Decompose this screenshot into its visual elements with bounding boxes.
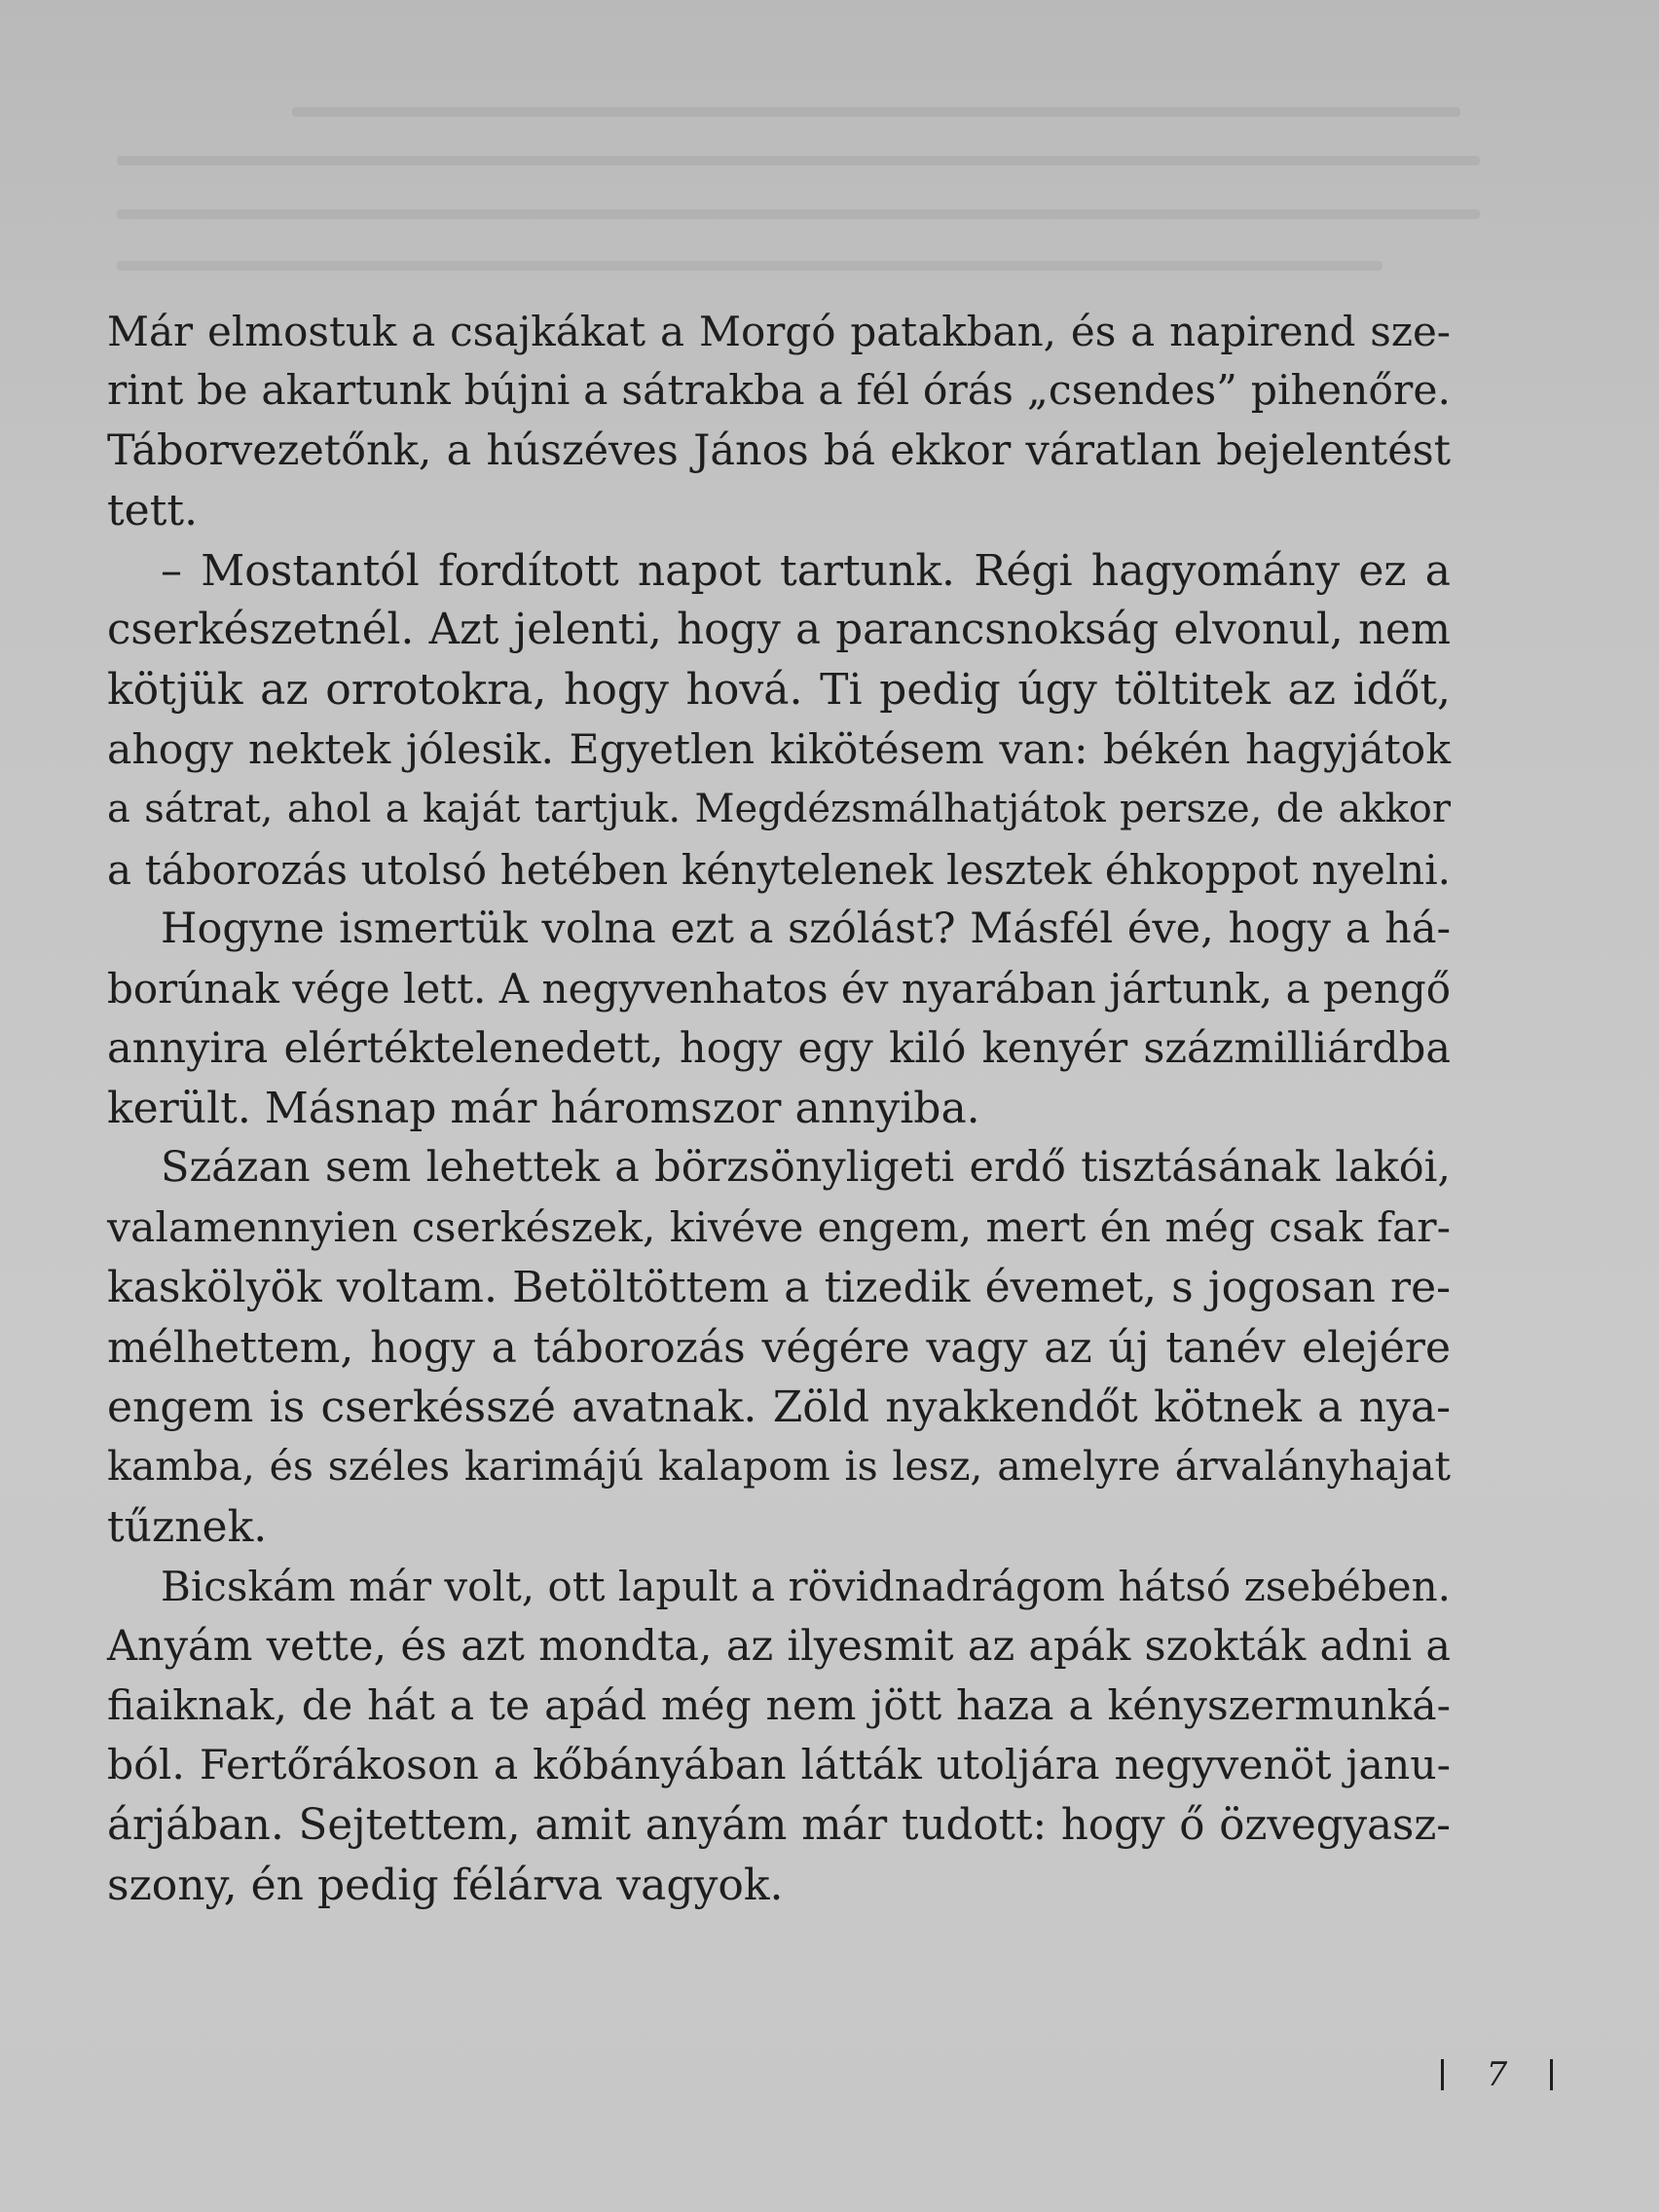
- body-text: [107, 302, 1451, 1916]
- text-line: tett.: [107, 486, 199, 536]
- text-line: mélhettem, hogy a táborozás végére vagy az új tanév elejére: [107, 1322, 1451, 1373]
- text-line: – Mostantól fordított napot tartunk. Régi hagyomány ez a: [161, 545, 1451, 596]
- text-line: kötjük az orrotokra, hogy hová. Ti pedig úgy töltitek az időt,: [107, 665, 1451, 716]
- paragraph-1: [107, 302, 1451, 541]
- text-line: fiaiknak, de hát a te apád még nem jött haza a kényszermunká-: [107, 1681, 1451, 1730]
- text-line: kaskölyök voltam. Betöltöttem a tizedik évemet, s jogosan re-: [107, 1263, 1451, 1313]
- text-line: Hogyne ismertük volna ezt a szólást? Másfél éve, hogy a há-: [161, 903, 1451, 953]
- text-line: a táborozás utolsó hetében kénytelenek lesztek éhkoppot nyelni.: [107, 845, 1451, 894]
- text-line: Bicskám már volt, ott lapult a rövidnadrágom hátsó zsebében.: [161, 1563, 1451, 1611]
- text-line: Százan sem lehettek a börzsönyligeti erdő tisztásának lakói,: [161, 1143, 1451, 1193]
- text-line: Táborvezetőnk, a húszéves János bá ekkor váratlan bejelentést: [107, 425, 1451, 475]
- folio-rule-right: [1550, 2059, 1553, 2090]
- paragraph-3: [107, 900, 1451, 1139]
- text-line: szony, én pedig félárva vagyok.: [107, 1861, 784, 1911]
- text-line: Anyám vette, és azt mondta, az ilyesmit az apák szokták adni a: [107, 1621, 1451, 1671]
- text-line: ahogy nektek jólesik. Egyetlen kikötésem van: békén hagyjátok: [107, 725, 1451, 774]
- text-line: tűznek.: [107, 1501, 268, 1552]
- text-line: kamba, és széles karimájú kalapom is lesz, amelyre árvalányhajat: [107, 1443, 1451, 1491]
- text-line: árjában. Sejtettem, amit anyám már tudott: hogy ő özvegyasz-: [107, 1800, 1451, 1850]
- paragraph-2: [107, 541, 1451, 900]
- text-line: valamennyien cserkészek, kivéve engem, mert én még csak far-: [107, 1203, 1451, 1252]
- text-line: annyira elértéktelenedett, hogy egy kiló kenyér százmilliárdba: [107, 1023, 1451, 1073]
- text-line: cserkészetnél. Azt jelenti, hogy a parancsnokság elvonul, nem: [107, 605, 1451, 654]
- text-line: rint be akartunk bújni a sátrakba a fél órás „csendes” pihenőre.: [107, 367, 1451, 416]
- page-folio: [1441, 2052, 1553, 2097]
- paragraph-5: [107, 1557, 1451, 1915]
- text-line: került. Másnap már háromszor annyiba.: [107, 1084, 980, 1134]
- text-line: a sátrat, ahol a kaját tartjuk. Megdézsmálhatjátok persze, de akkor: [107, 787, 1451, 832]
- bleed-through-shadow: [0, 0, 1659, 292]
- text-line: ból. Fertőrákoson a kőbányában látták utoljára negyvenöt janu-: [107, 1742, 1451, 1790]
- text-line: Már elmostuk a csajkákat a Morgó patakban, és a napirend sze-: [107, 308, 1451, 355]
- page-number: 7: [1486, 2055, 1508, 2094]
- text-line: engem is cserkésszé avatnak. Zöld nyakkendőt kötnek a nya-: [107, 1382, 1451, 1433]
- paragraph-4: [107, 1138, 1451, 1557]
- text-line: borúnak vége lett. A negyvenhatos év nyarában jártunk, a pengő: [107, 965, 1451, 1014]
- folio-rule-left: [1441, 2059, 1444, 2090]
